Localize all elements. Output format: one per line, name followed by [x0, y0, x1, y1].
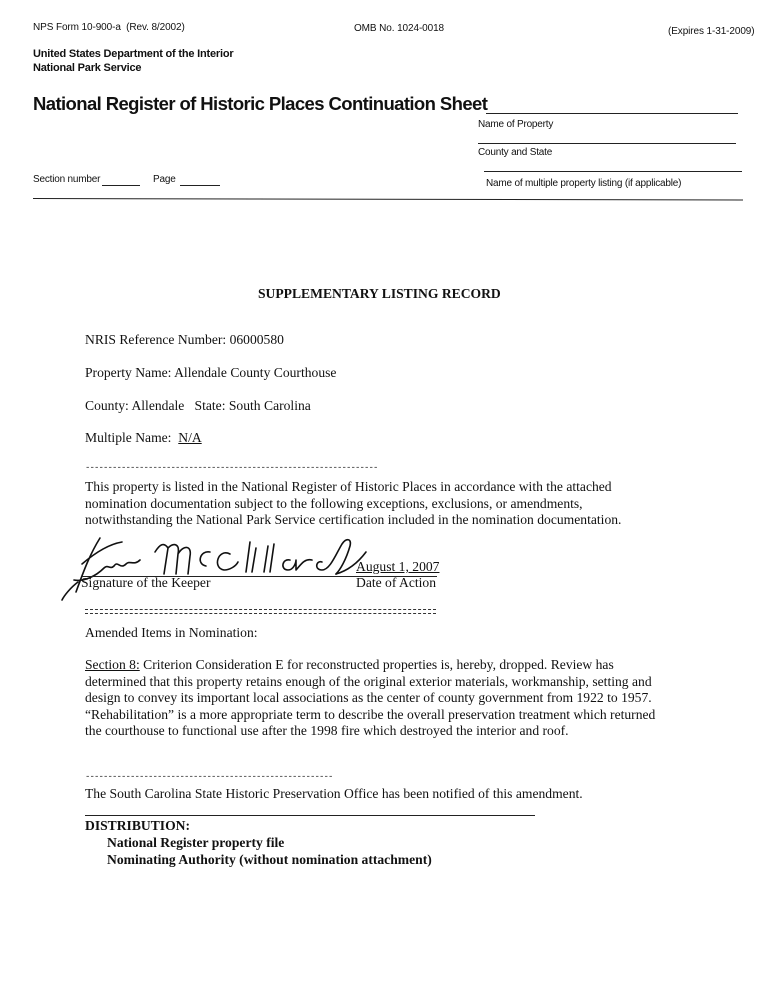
multiple-name — [85, 430, 202, 447]
distribution-item: National Register property file — [107, 835, 285, 850]
multiple-name-label: Multiple Name: — [85, 430, 172, 445]
omb-number: OMB No. 1024-0018 — [354, 23, 445, 34]
page-field — [180, 185, 220, 186]
header-divider — [33, 198, 743, 200]
dashed-separator-2: ------------------------------------------------------- — [85, 772, 333, 782]
amendment-line-2: determined that this property retains enough of the original exterior materials, workmanship, setting and — [85, 673, 652, 689]
amendment-line-5: the courthouse to functional use after the 1998 fire which destroyed the interior and roof. — [85, 723, 569, 739]
dashed-separator-1: ----------------------------------------------------------------- — [85, 463, 378, 473]
action-date-value: August 1, 2007 — [356, 559, 440, 574]
form-number: NPS Form 10-900-a — [33, 22, 121, 33]
date-label: Date of Action — [356, 575, 437, 590]
amended-heading: Amended Items in Nomination: — [85, 625, 258, 640]
distribution-rule — [85, 815, 535, 816]
shpo-notification: The South Carolina State Historic Preservation Office has been notified of this amendment. — [85, 786, 583, 801]
page-label: Page — [153, 174, 176, 185]
amendment-line-4: “Rehabilitation” is a more appropriate term to describe the overall preservation treatment which returned — [85, 706, 656, 722]
county-state — [85, 398, 311, 415]
county-state-label: County and State — [478, 147, 553, 158]
action-date — [356, 559, 439, 576]
department-name: United States Department of the Interior — [33, 48, 234, 60]
name-of-property-line — [486, 113, 738, 114]
multiple-listing-label: Name of multiple property listing (if applicable) — [486, 178, 682, 189]
amendment-line-1-text: Criterion Consideration E for reconstructed properties is, hereby, dropped. Review has — [139, 657, 614, 672]
amendment-line-1 — [85, 657, 614, 674]
listing-statement-line-2: nomination documentation subject to the following exceptions, exclusions, or amendments, — [85, 495, 583, 511]
record-heading: SUPPLEMENTARY LISTING RECORD — [258, 286, 501, 301]
amendment-line-3: design to convey its important local associations as the center of county government from 1922 to 1957. — [85, 690, 652, 706]
county-state-line — [478, 143, 736, 144]
form-id — [33, 22, 185, 33]
multiple-listing-line — [484, 171, 742, 172]
form-revision: (Rev. 8/2002) — [126, 22, 185, 33]
section-8-label: Section 8: — [85, 657, 140, 672]
signature-label: Signature of the Keeper — [81, 575, 211, 590]
multiple-name-value: N/A — [178, 430, 202, 445]
property-name: Property Name: Allendale County Courthouse — [85, 365, 337, 380]
listing-statement-line-1: This property is listed in the National Register of Historic Places in accordance with the attached — [85, 479, 612, 494]
name-of-property-label: Name of Property — [478, 119, 554, 130]
double-separator — [85, 609, 436, 614]
listing-statement-line-3: notwithstanding the National Park Service certification included in the nomination documentation. — [85, 512, 622, 528]
county: County: Allendale — [85, 398, 185, 413]
service-name: National Park Service — [33, 62, 142, 74]
section-number-label: Section number — [33, 174, 101, 185]
state: State: South Carolina — [194, 398, 311, 413]
expiration-date: (Expires 1-31-2009) — [668, 26, 755, 37]
distribution-heading: DISTRIBUTION: — [85, 818, 190, 833]
distribution-item: Nominating Authority (without nomination attachment) — [107, 852, 432, 867]
page-title: National Register of Historic Places Continuation Sheet — [33, 93, 488, 114]
section-number-field — [102, 185, 140, 186]
nris-reference: NRIS Reference Number: 06000580 — [85, 332, 284, 347]
